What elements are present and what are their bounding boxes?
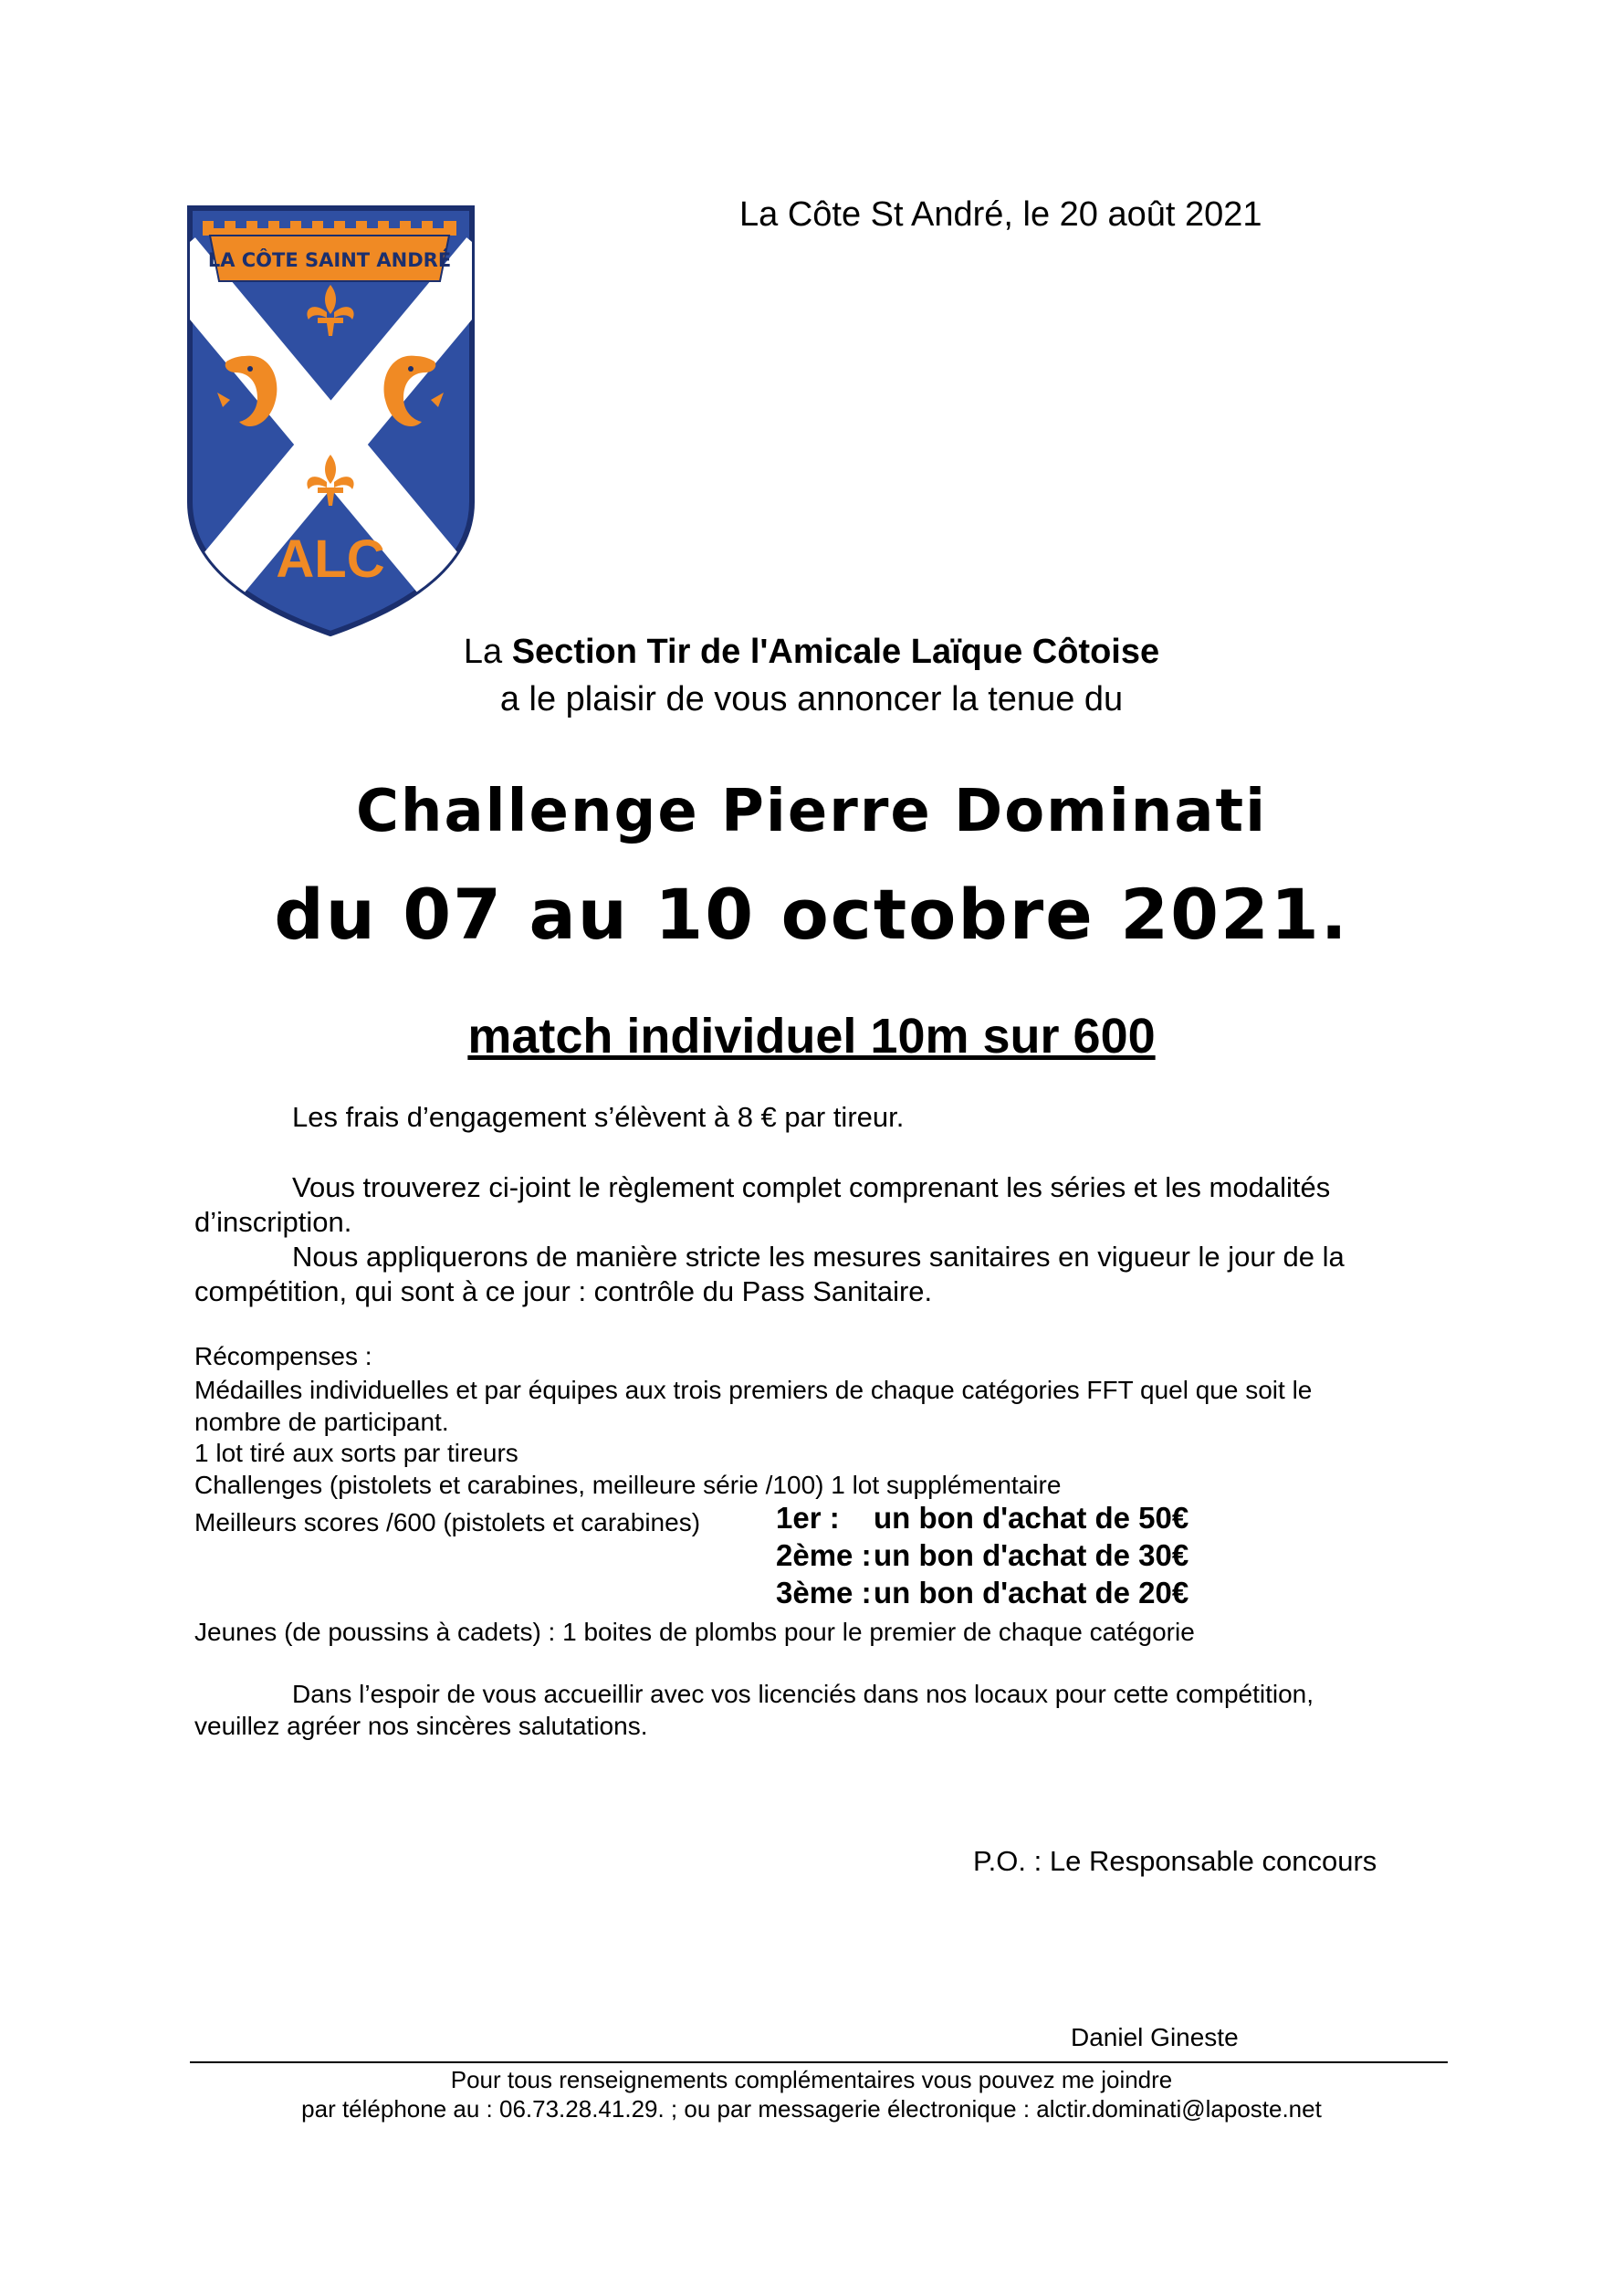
match-heading: match individuel 10m sur 600	[467, 1009, 1156, 1064]
medals-line-2: nombre de participant.	[194, 1408, 449, 1436]
footer-line-1: Pour tous renseignements complémentaires vous pouvez me joindre	[450, 2066, 1173, 2093]
closing-line-2: veuillez agréer nos sincères salutations.	[194, 1712, 648, 1740]
event-title: Challenge Pierre Dominati	[355, 778, 1268, 845]
event-dates: du 07 au 10 octobre 2021.	[274, 874, 1349, 955]
sanitary-text-line-1: Nous appliquerons de manière stricte les mesures sanitaires en vigueur le jour de la	[292, 1241, 1345, 1273]
fees-text: Les frais d’engagement s’élèvent à 8 € par tireur.	[292, 1101, 905, 1133]
medals-line-1: Médailles individuelles et par équipes aux trois premiers de chaque catégories FFT quel que soit le	[194, 1376, 1313, 1404]
crest-initials: ALC	[276, 529, 385, 589]
prize-rank-1: 1er :	[776, 1501, 840, 1535]
best-scores-line: Meilleurs scores /600 (pistolets et carabines)	[194, 1508, 701, 1536]
intro-line-1	[0, 628, 1623, 676]
youth-line: Jeunes (de poussins à cadets) : 1 boites de plombs pour le premier de chaque catégorie	[194, 1618, 1195, 1646]
prize-text-1: un bon d'achat de 50€	[874, 1501, 1189, 1535]
prize-rank-3: 3ème :	[776, 1576, 872, 1609]
date-line: La Côte St André, le 20 août 2021	[739, 195, 1262, 234]
organization-name: Section Tir de l'Amicale Laïque Côtoise	[511, 633, 1160, 671]
rules-text-line-1: Vous trouverez ci-joint le règlement complet comprenant les séries et les modalités	[292, 1171, 1331, 1203]
sanitary-text-line-2: compétition, qui sont à ce jour : contrôle du Pass Sanitaire.	[194, 1275, 933, 1307]
prize-text-3: un bon d'achat de 20€	[874, 1576, 1189, 1609]
intro-line-2: a le plaisir de vous annoncer la tenue du	[499, 680, 1124, 718]
prize-rank-2: 2ème :	[776, 1538, 872, 1572]
footer-divider	[190, 2061, 1448, 2063]
challenges-line: Challenges (pistolets et carabines, meilleure série /100) 1 lot supplémentaire	[194, 1471, 1062, 1499]
signature-role: P.O. : Le Responsable concours	[973, 1845, 1377, 1877]
rules-text-line-2: d’inscription.	[194, 1206, 352, 1238]
rewards-heading: Récompenses :	[194, 1342, 372, 1370]
signature-name: Daniel Gineste	[1071, 2023, 1239, 2051]
club-crest-logo	[183, 201, 479, 639]
crest-banner-text: LA CÔTE SAINT ANDRÉ	[207, 249, 452, 271]
intro-prefix: La	[463, 633, 512, 671]
draw-line: 1 lot tiré aux sorts par tireurs	[194, 1439, 518, 1467]
footer-line-2: par téléphone au : 06.73.28.41.29. ; ou par messagerie électronique : alctir.dominati@laposte.net	[301, 2095, 1322, 2123]
prize-text-2: un bon d'achat de 30€	[874, 1538, 1189, 1572]
closing-line-1: Dans l’espoir de vous accueillir avec vos licenciés dans nos locaux pour cette compétition,	[292, 1680, 1314, 1708]
